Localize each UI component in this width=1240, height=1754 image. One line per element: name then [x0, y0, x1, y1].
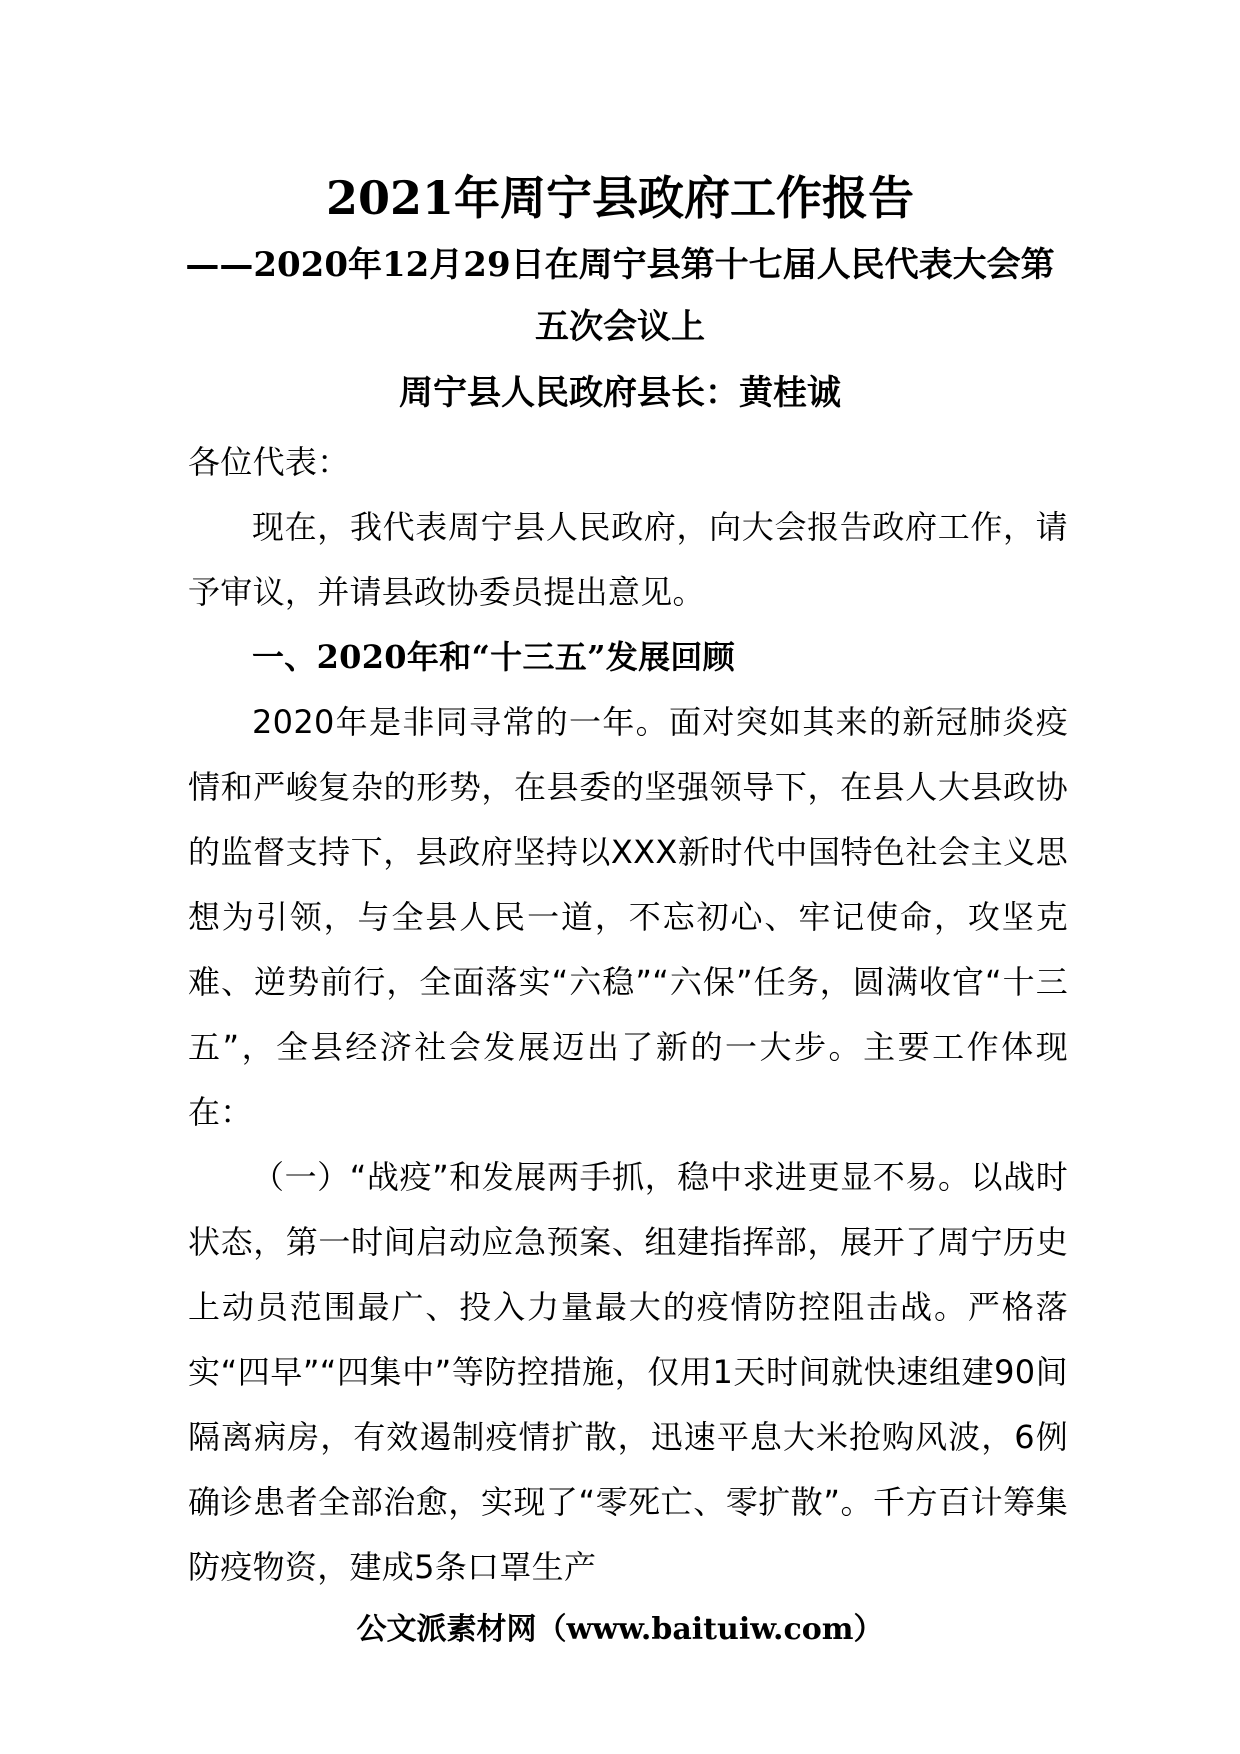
body-paragraph-2: （一）“战疫”和发展两手抓，稳中求进更显不易。以战时状态，第一时间启动应急预案、组建指挥部，展开了周宁历史上动员范围最广、投入力量最大的疫情防控阻击战。严格落实“四早”“四集中”等防控措施，仅用1天时间就快速组建90间隔离病房，有效遏制疫情扩散，迅速平息大米抢购风波，6例确诊患者全部治愈，实现了“零死亡、零扩散”。千方百计筹集防疫物资，建成5条口罩生产	[188, 1158, 1068, 1586]
body-paragraph-1: 2020年是非同寻常的一年。面对突如其来的新冠肺炎疫情和严峻复杂的形势，在县委的坚强领导下，在县人大县政协的监督支持下，县政府坚持以XXX新时代中国特色社会主义思想为引领，与全县人民一道，不忘初心、牢记使命，攻坚克难、逆势前行，全面落实“六稳”“六保”任务，圆满收官“十三五”，全县经济社会发展迈出了新的一大步。主要工作体现在：	[188, 703, 1068, 1131]
document-subtitle-line2: 五次会议上	[535, 307, 705, 347]
document-title: 2021年周宁县政府工作报告	[325, 171, 915, 225]
document-speaker: 周宁县人民政府县长：黄桂诚	[399, 373, 841, 413]
section-heading: 一、2020年和“十三五”发展回顾	[252, 638, 735, 676]
document-subtitle-line1: ——2020年12月29日在周宁县第十七届人民代表大会第	[185, 245, 1055, 285]
intro-paragraph: 现在，我代表周宁县人民政府，向大会报告政府工作，请予审议，并请县政协委员提出意见。	[188, 508, 1068, 611]
document-body	[188, 430, 1068, 1600]
salutation: 各位代表：	[188, 443, 350, 481]
footer-watermark: 公文派素材网（www.baituiw.com）	[356, 1612, 884, 1647]
